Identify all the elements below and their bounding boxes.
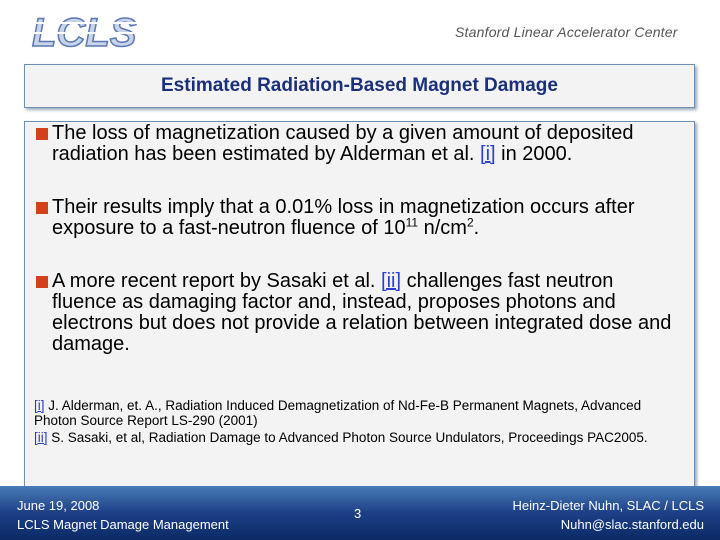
slide-footer xyxy=(0,486,720,540)
bullet-item-3: A more recent report by Sasaki et al. [ii] challenges fast neutron fluence as damaging factor and, instead, proposes photons and electrons but does not provide a relation between integrated dose and damage. xyxy=(52,270,672,355)
bullet-item-1: The loss of magnetization caused by a given amount of deposited radiation has been estimated by Alderman et al. [i] in 2000. xyxy=(52,122,634,165)
references xyxy=(34,398,684,445)
content-box xyxy=(24,121,695,492)
bullet-item-2: Their results imply that a 0.01% loss in magnetization occurs after exposure to a fast-neutron fluence of $10^{11}$ $n/cm^2$. xyxy=(52,196,635,239)
reference-link-i[interactable]: [i] xyxy=(34,398,45,413)
lcls-logo xyxy=(28,6,148,58)
footer-date: June 19, 2008 xyxy=(17,498,100,513)
footer-subtitle: LCLS Magnet Damage Management xyxy=(17,517,229,532)
organization-name: Stanford Linear Accelerator Center xyxy=(455,24,678,40)
footer-right xyxy=(513,496,704,534)
bullet-marker xyxy=(36,128,48,140)
citation-link-ii[interactable]: [ii] xyxy=(381,270,402,292)
reference-link-ii[interactable]: [ii] xyxy=(34,430,48,445)
page-number: 3 xyxy=(354,506,362,521)
title-box xyxy=(24,64,695,108)
footer-left xyxy=(17,496,229,534)
citation-link-i[interactable]: [i] xyxy=(480,143,496,165)
svg-text:LCLS: LCLS xyxy=(32,11,137,55)
bullet-marker xyxy=(36,202,48,214)
footer-author: Heinz-Dieter Nuhn, SLAC / LCLS xyxy=(512,498,704,513)
slide-header xyxy=(0,0,720,62)
footer-email: Nuhn@slac.stanford.edu xyxy=(560,517,704,532)
bullet-marker xyxy=(36,276,48,288)
reference-1: [i] J. Alderman, et. A., Radiation Induced Demagnetization of Nd-Fe-B Permanent Magnets, Advanced Photon Source Report LS-290 (2001) xyxy=(34,398,642,428)
slide-title: Estimated Radiation-Based Magnet Damage xyxy=(161,75,558,96)
reference-2: [ii] S. Sasaki, et al, Radiation Damage to Advanced Photon Source Undulators, Proceedings PAC2005. xyxy=(34,430,648,445)
